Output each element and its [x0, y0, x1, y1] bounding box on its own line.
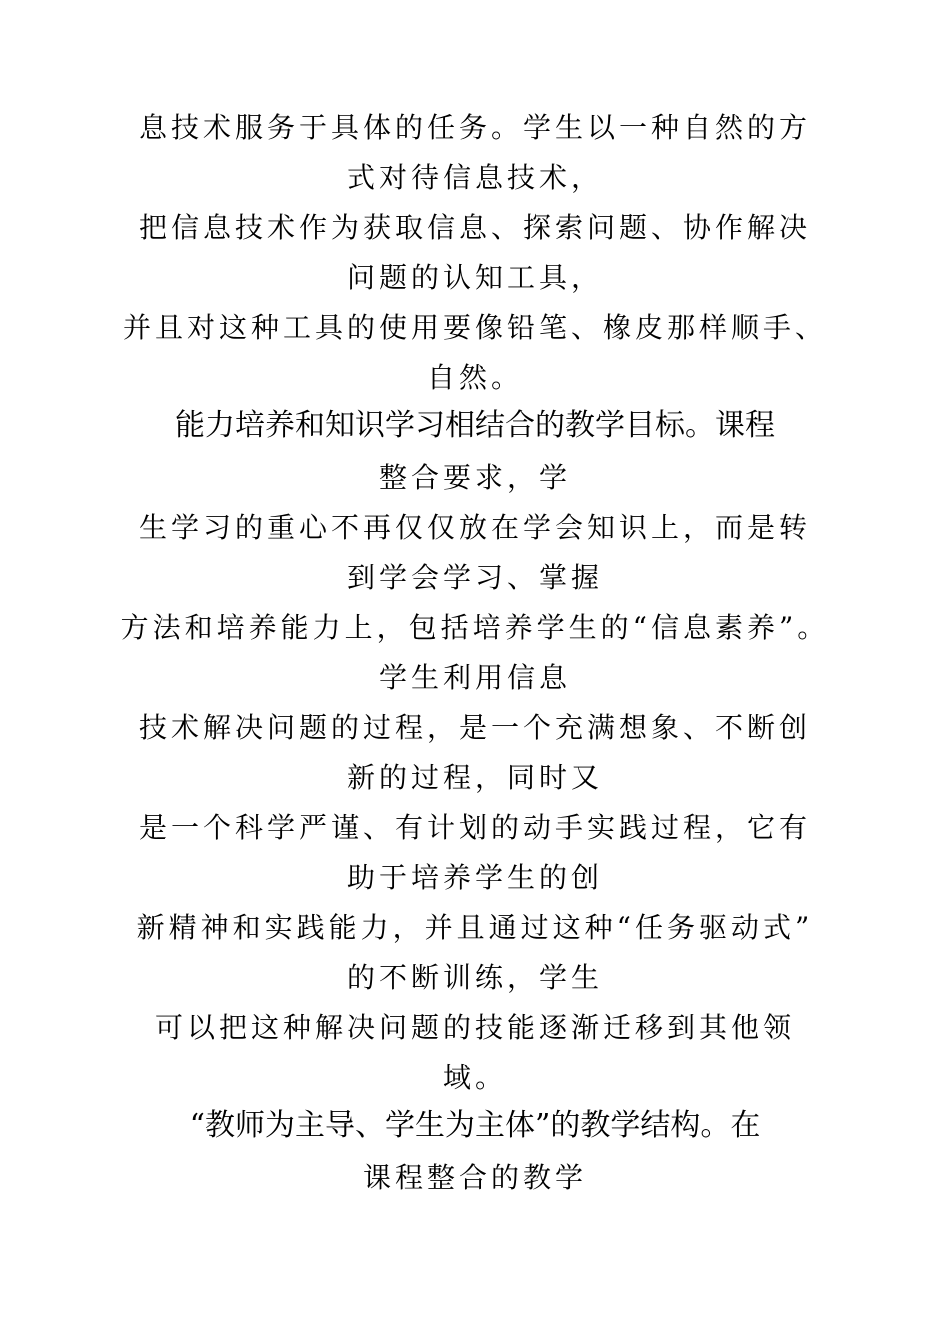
text-line: 并且对这种工具的使用要像铅笔、橡皮那样顺手、	[122, 311, 827, 344]
text-line: 技术解决问题的过程，是一个充满想象、不断创	[138, 711, 811, 744]
text-line: 课程整合的教学	[362, 1161, 587, 1194]
text-line: 学生利用信息	[378, 661, 571, 694]
text-line: 方法和培养能力上，包括培养学生的“信息素养”。	[120, 611, 830, 644]
text-line: 式对待信息技术，	[346, 161, 603, 194]
text-line: 新精神和实践能力，并且通过这种“任务驱动式”	[136, 911, 814, 944]
text-line: 问题的认知工具，	[346, 261, 603, 294]
text-line: 到学会学习、掌握	[346, 561, 603, 594]
text-line: 是一个科学严谨、有计划的动手实践过程，它有	[138, 811, 811, 844]
text-line: 息技术服务于具体的任务。学生以一种自然的方	[138, 111, 811, 144]
text-line: 的不断训练，学生	[346, 961, 603, 994]
text-line: 域。	[442, 1061, 507, 1094]
text-line: 可以把这种解决问题的技能逐渐迁移到其他领	[154, 1011, 795, 1044]
text-line: 助于培养学生的创	[346, 861, 603, 894]
text-line: 自然。	[426, 361, 523, 394]
text-line: 把信息技术作为获取信息、探索问题、协作解决	[138, 211, 811, 244]
text-line: 整合要求，学	[378, 461, 571, 494]
text-line-heading: 能力培养和知识学习相结合的教学目标。课程	[175, 408, 775, 443]
text-line: 生学习的重心不再仅仅放在学会知识上，而是转	[138, 511, 811, 544]
text-line: 新的过程，同时又	[346, 761, 603, 794]
text-line-heading: “教师为主导、学生为主体”的教学结构。在	[189, 1108, 761, 1143]
